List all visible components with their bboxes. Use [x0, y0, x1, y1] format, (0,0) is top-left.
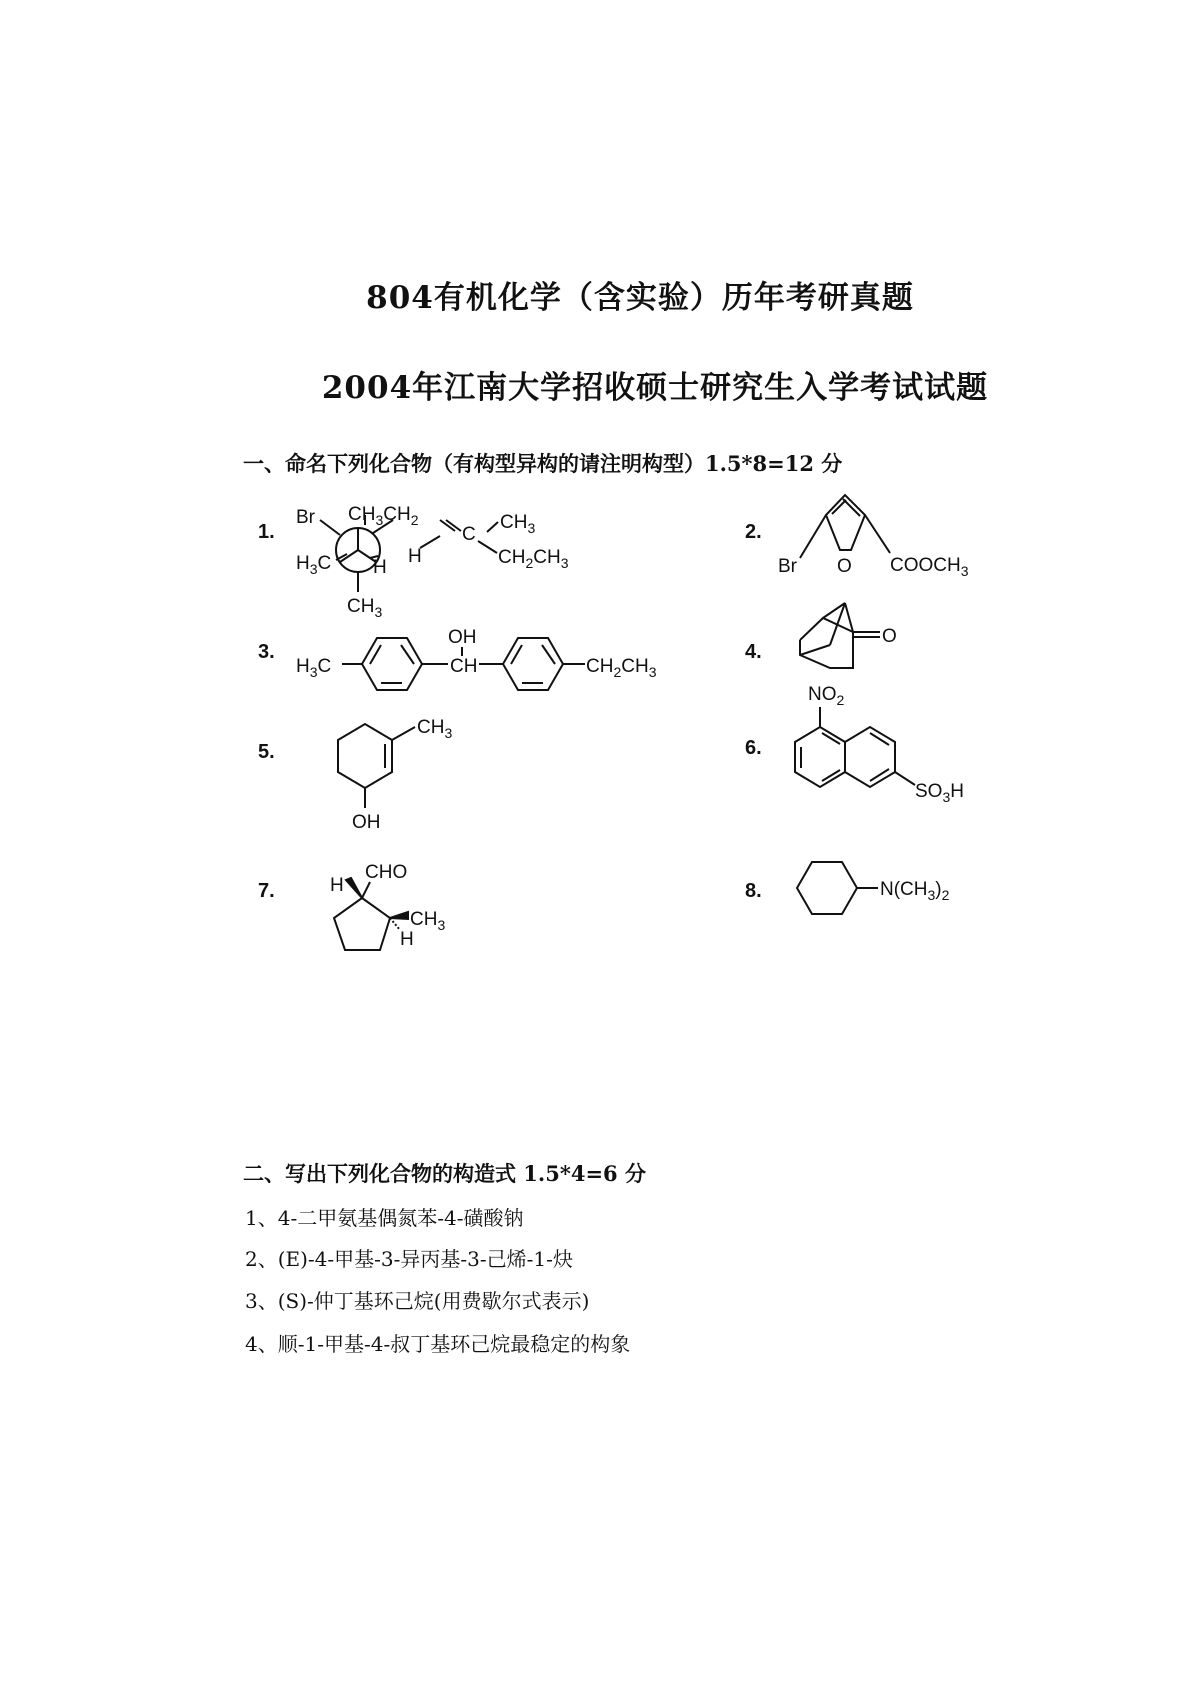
item-number-8: 8.: [745, 880, 762, 902]
section1-heading: 一、命名下列化合物（有构型异构的请注明构型）1.5*8=12 分: [243, 451, 843, 476]
section2-question-3: 3、(S)-仲丁基环己烷(用费歇尔式表示): [245, 1289, 590, 1313]
svg-text:COOCH3: $COOCH_3$: [890, 555, 969, 579]
section2-question-4: 4、顺-1-甲基-4-叔丁基环己烷最稳定的构象: [245, 1332, 631, 1356]
svg-text:H: H: [400, 929, 414, 950]
svg-text:CH3: $CH_3$: [347, 596, 383, 620]
svg-text:H3C: $H_3C$: [296, 656, 332, 680]
item-number-4: 4.: [745, 641, 762, 663]
svg-text:O: O: [882, 626, 897, 647]
item-number-5: 5.: [258, 741, 275, 763]
svg-text:N(CH3)2: $N(CH_3)_2$: [880, 879, 950, 903]
item-number-1: 1.: [258, 521, 275, 543]
page-title: 804有机化学（含实验）历年考研真题: [366, 280, 914, 316]
svg-text:CH3: $CH_3$: [417, 717, 453, 741]
svg-text:CH: CH: [450, 656, 478, 677]
svg-text:OH: OH: [352, 812, 381, 833]
svg-text:SO3H: $SO_3H$: [915, 781, 964, 805]
svg-text:H: H: [408, 546, 422, 567]
section2-heading: 二、写出下列化合物的构造式 1.5*4=6 分: [243, 1161, 646, 1186]
svg-text:Br: Br: [778, 556, 797, 577]
svg-text:CHO: CHO: [365, 862, 408, 883]
svg-text:CH2CH3: $CH_2CH_3$: [586, 656, 657, 680]
s1-br-label: Br: [296, 507, 315, 528]
svg-text:OH: OH: [448, 627, 477, 648]
svg-text:H3C: $H_3C$: [296, 553, 332, 577]
svg-text:NO2: $NO_2$: [808, 684, 845, 708]
item-number-2: 2.: [745, 521, 762, 543]
exam-subtitle: 2004年江南大学招收硕士研究生入学考试试题: [321, 370, 989, 406]
svg-text:O: O: [837, 556, 852, 577]
svg-text:H: H: [373, 557, 387, 578]
svg-text:CH3: $CH_3$: [410, 909, 446, 933]
svg-text:H: H: [330, 875, 344, 896]
svg-text:C: C: [462, 524, 476, 545]
section2-question-2: 2、(E)-4-甲基-3-异丙基-3-己烯-1-炔: [245, 1247, 573, 1271]
svg-text:CH3CH2: $CH_3CH_2$: [348, 504, 419, 528]
svg-text:CH3: $CH_3$: [500, 512, 536, 536]
section2-question-1: 1、4-二甲氨基偶氮苯-4-磺酸钠: [245, 1206, 524, 1230]
item-number-6: 6.: [745, 737, 762, 759]
item-number-7: 7.: [258, 880, 275, 902]
item-number-3: 3.: [258, 641, 275, 663]
svg-text:CH2CH3: $CH_2CH_3$: [498, 547, 569, 571]
